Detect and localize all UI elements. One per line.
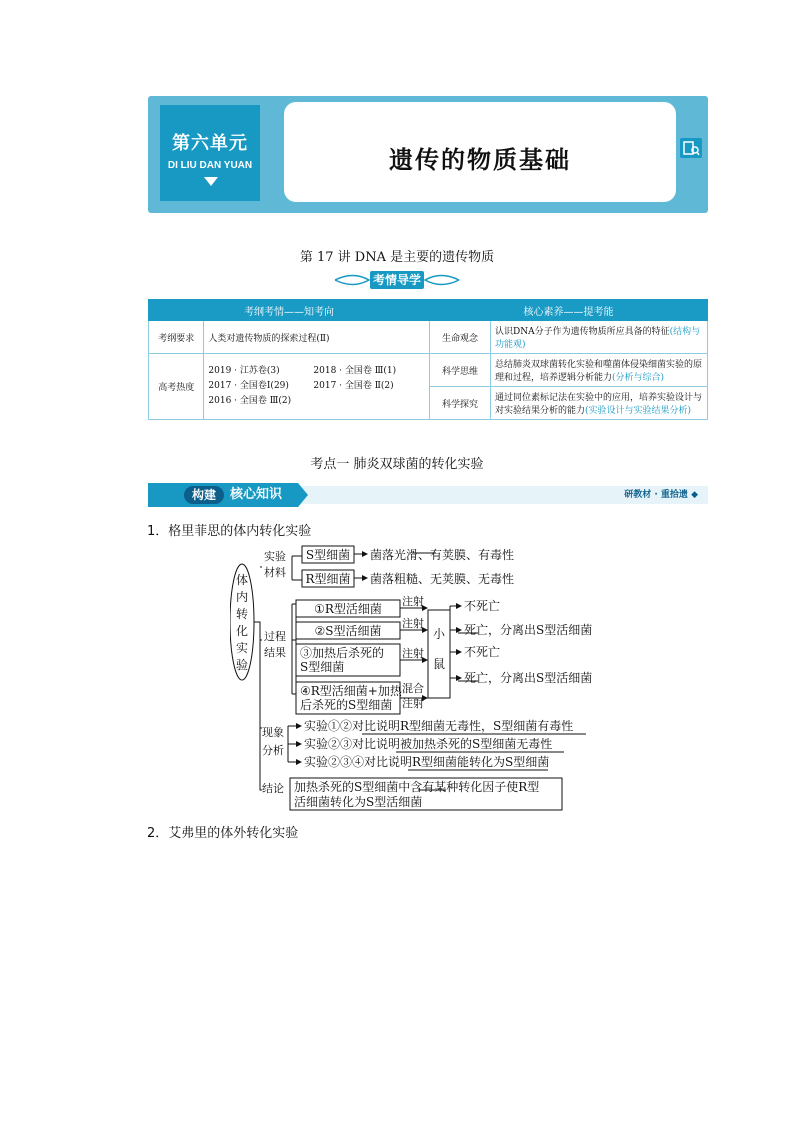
- table-right-header: 核心素养——提考能: [430, 300, 708, 321]
- literacy-text-1: 认识DNA分子作为遗传物质所应具备的特征(结构与功能观): [491, 321, 708, 354]
- root-char-0: 体: [235, 573, 249, 587]
- main-spine: [254, 622, 262, 790]
- literacy-text-3: 通过同位素标记法在实验中的应用，培养实验设计与对实验结果分析的能力(实验设计与实验结果分析): [491, 387, 708, 420]
- lecture-title: 第 17 讲 DNA 是主要的遗传物质: [299, 250, 495, 265]
- inject-2: 注射: [402, 617, 424, 630]
- bar-tag: 构建: [184, 486, 224, 504]
- book-search-icon: [680, 138, 702, 158]
- heading-griffith: 1．格里菲思的体内转化实验: [147, 524, 312, 539]
- r-box-label: R型细菌: [305, 572, 351, 586]
- unit-pinyin: DI LIU DAN YUAN: [167, 160, 253, 171]
- exam-info-table: [148, 299, 708, 420]
- mouse-char-2: 鼠: [432, 657, 446, 671]
- literacy-label-1: 生命观念: [430, 321, 491, 354]
- exp-3-line2: S型细菌: [300, 660, 345, 674]
- exp-1: ①R型活细菌: [314, 602, 382, 616]
- s-box-label: S型细菌: [305, 548, 351, 562]
- conclusion-line1: 加热杀死的S型细菌中含有某种转化因子使R型: [294, 780, 540, 794]
- hot-item: 2019 · 江苏卷(3): [208, 366, 280, 376]
- analysis-label-1: 现象: [262, 726, 284, 739]
- req-value: 人类对遗传物质的探索过程(Ⅱ): [204, 321, 430, 354]
- root-char-2: 转: [235, 607, 249, 621]
- inject-4: 注射: [402, 697, 424, 710]
- bar-subtitle: 研教材 · 重拾遗 ◆: [624, 490, 698, 500]
- guide-label: 考情导学: [370, 271, 424, 289]
- exp-4-line2: 后杀死的S型细菌: [300, 698, 393, 712]
- exp-4-line1: ④R型活细菌+加热: [300, 684, 402, 698]
- inject-3: 注射: [402, 647, 424, 660]
- process-label-1: 过程: [264, 630, 286, 643]
- unit-badge: [160, 105, 260, 201]
- literacy-text-2: 总结肺炎双球菌转化实验和噬菌体侵染细菌实验的原理和过程，培养逻辑分析能力(分析与综合): [491, 354, 708, 387]
- analysis-label-2: 分析: [262, 744, 284, 757]
- conclusion-line2: 活细菌转化为S型活细菌: [294, 795, 423, 809]
- root-char-1: 内: [235, 590, 249, 604]
- hot-list: [204, 354, 430, 420]
- unit-title: 遗传的物质基础: [389, 146, 571, 174]
- outcome-2: 死亡，分离出S型活细菌: [464, 623, 593, 637]
- root-char-4: 实: [235, 641, 249, 655]
- analysis-1: 实验①②对比说明R型细菌无毒性，S型细菌有毒性: [304, 719, 574, 733]
- table-left-header: 考纲考情——知考向: [149, 300, 430, 321]
- hot-item: 2016 · 全国卷 Ⅲ(2): [208, 396, 292, 406]
- exp-2: ②S型活细菌: [314, 624, 382, 638]
- root-char-5: 验: [235, 658, 249, 672]
- outcome-3: 不死亡: [464, 645, 501, 659]
- outcome-4: 死亡，分离出S型活细菌: [464, 671, 593, 685]
- hot-label: 高考热度: [149, 354, 204, 420]
- req-label: 考纲要求: [149, 321, 204, 354]
- mouse-char-1: 小: [432, 627, 446, 641]
- outcome-bracket: [450, 606, 456, 678]
- hot-item: 2017 · 全国卷Ⅰ(29): [208, 381, 289, 391]
- s-desc: 菌落光滑、有荚膜、有毒性: [370, 548, 515, 562]
- r-desc: 菌落粗糙、无荚膜、无毒性: [370, 572, 515, 586]
- analysis-3: 实验②③④对比说明R型细菌能转化为S型细菌: [304, 755, 550, 769]
- material-label-2: 材料: [264, 566, 286, 579]
- process-bracket: [292, 604, 296, 694]
- hot-item: 2017 · 全国卷 Ⅱ(2): [313, 381, 394, 391]
- exp-3-line1: ③加热后杀死的: [300, 646, 385, 660]
- unit-title-box: [284, 102, 676, 202]
- material-bracket: [292, 556, 302, 580]
- heading-avery: 2．艾弗里的体外转化实验: [147, 826, 299, 841]
- unit-banner: [148, 96, 708, 213]
- root-char: [236, 572, 248, 672]
- analysis-bracket: [288, 726, 296, 762]
- inject-1: 注射: [402, 595, 424, 608]
- unit-badge-label: 第六单元: [172, 133, 248, 154]
- section-title: 考点一 肺炎双球菌的转化实验: [310, 457, 484, 472]
- bar-title: 核心知识: [230, 487, 283, 502]
- hot-item: 2018 · 全国卷 Ⅲ(1): [313, 366, 397, 376]
- literacy-label-2: 科学思维: [430, 354, 491, 387]
- core-knowledge-bar: [148, 483, 708, 507]
- conclusion-label: 结论: [262, 782, 284, 795]
- griffith-diagram: [230, 540, 610, 820]
- triangle-down-icon: [204, 177, 218, 186]
- outcome-1: 不死亡: [464, 599, 501, 613]
- process-label-2: 结果: [264, 646, 286, 659]
- mouse-box: [428, 610, 450, 698]
- root-char-3: 化: [235, 624, 249, 638]
- literacy-label-3: 科学探究: [430, 387, 491, 420]
- mix-label: 混合: [402, 682, 424, 695]
- material-label-1: 实验: [264, 550, 286, 563]
- analysis-2: 实验②③对比说明被加热杀死的S型细菌无毒性: [304, 737, 553, 751]
